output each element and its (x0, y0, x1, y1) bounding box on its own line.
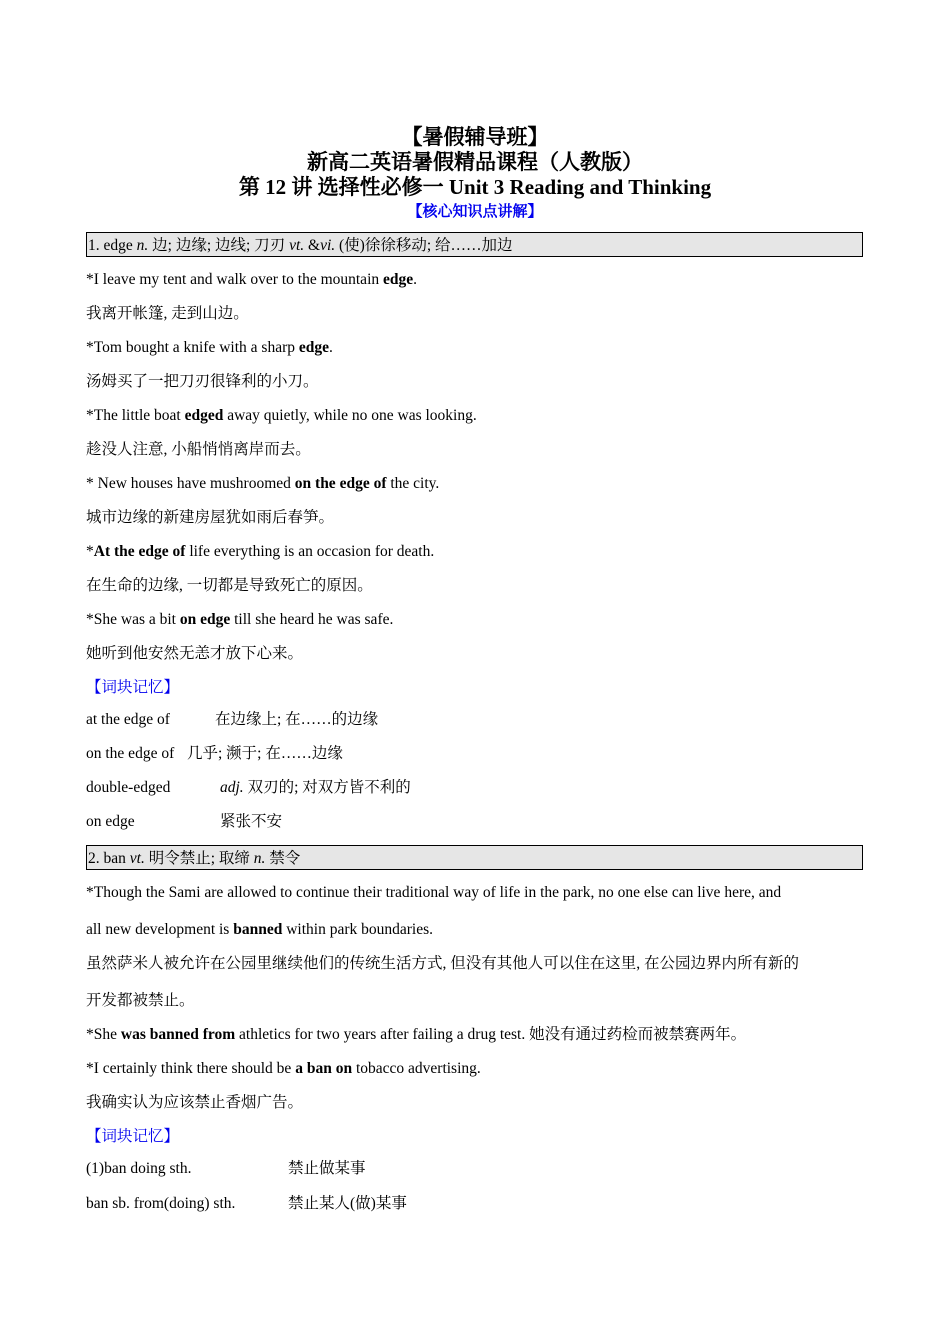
example-7-zh-line1: 虽然萨米人被允许在公园里继续他们的传统生活方式, 但没有其他人可以住在这里, 在公园边界内所有新的 (86, 955, 800, 972)
course-title: 新高二英语暑假精品课程（人教版） (307, 150, 643, 174)
example-text: life everything is an occasion for death. (185, 543, 435, 560)
phrase-zh: 紧张不安 (220, 813, 283, 830)
entry-2-word: 2. ban (88, 850, 130, 867)
phrase-en: on edge (86, 813, 135, 830)
phrase-row (86, 811, 283, 833)
example-7-en-line2 (86, 919, 433, 941)
phrase-en: (1)ban doing sth. (86, 1160, 192, 1177)
example-9-en (86, 1058, 481, 1080)
phrase-en: on the edge of (86, 745, 175, 762)
phrase-zh: 在边缘上; 在……的边缘 (215, 711, 379, 728)
phrase-en: ban sb. from(doing) sth. (86, 1195, 236, 1212)
example-3-zh: 趁没人注意, 小船悄悄离岸而去。 (86, 441, 311, 458)
phrase-zh: 禁止做某事 (288, 1160, 366, 1177)
entry-1-pos-vt: vt. (289, 237, 308, 254)
phrase-row (86, 709, 379, 731)
example-text: . (413, 271, 418, 288)
memory-heading-1: 【词块记忆】 (86, 679, 180, 696)
example-keyword: edge (383, 271, 414, 288)
phrase-en: double-edged (86, 779, 171, 796)
example-4-zh: 城市边缘的新建房屋犹如雨后春笋。 (86, 509, 335, 526)
example-8 (86, 1024, 746, 1046)
example-keyword: on edge (179, 611, 231, 628)
example-text: *The little boat (86, 407, 185, 424)
entry-2-def-vt: 明令禁止; 取缔 (144, 850, 254, 867)
example-text: * New houses have mushroomed (86, 475, 295, 492)
example-text: till she heard he was safe. (230, 611, 394, 628)
entry-1-amp: & (308, 237, 321, 254)
example-keyword: a ban on (295, 1060, 353, 1077)
example-text: *Tom bought a knife with a sharp (86, 339, 299, 356)
phrase-row (86, 1193, 407, 1215)
entry-1-pos-n: n. (136, 237, 149, 254)
example-1-en (86, 269, 417, 291)
entry-1-def-n: 边; 边缘; 边线; 刀刃 (148, 237, 290, 254)
example-text: *She was a bit (86, 611, 180, 628)
example-7-zh-line2: 开发都被禁止。 (86, 992, 195, 1009)
example-keyword: on the edge of (294, 475, 387, 492)
example-text: all new development is (86, 921, 234, 938)
phrase-zh: 几乎; 濒于; 在……边缘 (187, 745, 343, 762)
phrase-row (86, 743, 343, 765)
example-5-zh: 在生命的边缘, 一切都是导致死亡的原因。 (86, 577, 373, 594)
entry-1-pos-vi: vi. (320, 237, 336, 254)
example-keyword: was banned from (120, 1026, 236, 1043)
course-bracket-title: 【暑假辅导班】 (401, 125, 549, 149)
example-text: *She (86, 1026, 121, 1043)
entry-1-heading (86, 232, 863, 257)
example-text: the city. (386, 475, 440, 492)
example-keyword: At the edge of (93, 543, 186, 560)
example-text: * (86, 543, 94, 560)
example-9-zh: 我确实认为应该禁止香烟广告。 (86, 1094, 304, 1111)
example-6-en (86, 609, 393, 631)
entry-2-pos-n: n. (253, 850, 266, 867)
example-2-en (86, 337, 333, 359)
phrase-zh: 双刃的; 对双方皆不利的 (243, 779, 411, 796)
entry-1-def-v: (使)徐徐移动; 给……加边 (335, 237, 513, 254)
example-2-zh: 汤姆买了一把刀刃很锋利的小刀。 (86, 373, 319, 390)
example-4-en (86, 473, 439, 495)
example-text: *I certainly think there should be (86, 1060, 296, 1077)
phrase-row (86, 1158, 366, 1180)
example-6-zh: 她听到他安然无恙才放下心来。 (86, 645, 304, 662)
entry-2-pos-vt: vt. (129, 850, 145, 867)
example-keyword: edge (298, 339, 330, 356)
example-text: within park boundaries. (282, 921, 434, 938)
example-text: *I leave my tent and walk over to the mountain (86, 271, 383, 288)
example-text: away quietly, while no one was looking. (223, 407, 477, 424)
example-text: . (329, 339, 333, 356)
example-keyword: edged (184, 407, 224, 424)
example-5-en (86, 541, 434, 563)
example-keyword: banned (233, 921, 283, 938)
entry-2-def-n: 禁令 (265, 850, 301, 867)
example-3-en (86, 405, 477, 427)
lesson-title: 第 12 讲 选择性必修一 Unit 3 Reading and Thinking (238, 175, 712, 199)
entry-2-heading (86, 845, 863, 870)
phrase-row (86, 777, 411, 799)
section-title: 【核心知识点讲解】 (407, 204, 543, 220)
example-text: athletics for two years after failing a drug test. 她没有通过药检而被禁赛两年。 (235, 1026, 747, 1043)
entry-1-word: 1. edge (88, 237, 137, 254)
memory-heading-2: 【词块记忆】 (86, 1128, 180, 1145)
example-1-zh: 我离开帐篷, 走到山边。 (86, 305, 249, 322)
phrase-en: at the edge of (86, 711, 170, 728)
phrase-zh: 禁止某人(做)某事 (288, 1195, 407, 1212)
phrase-pos: adj. (220, 779, 244, 796)
example-7-en-line1: *Though the Sami are allowed to continue their traditional way of life in the park, no one else can live here, and (86, 884, 782, 901)
example-text: tobacco advertising. (352, 1060, 481, 1077)
